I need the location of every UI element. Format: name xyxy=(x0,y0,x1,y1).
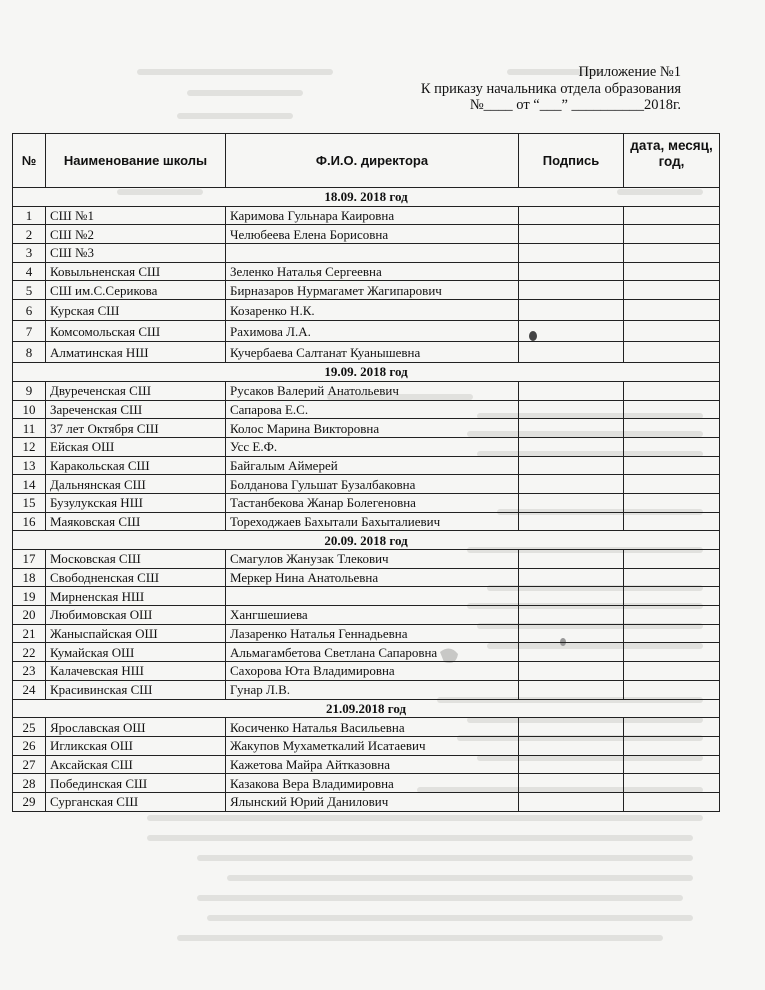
school-name: Каракольская СШ xyxy=(46,456,226,475)
signature-cell xyxy=(519,587,624,606)
school-name: Игликская ОШ xyxy=(46,736,226,755)
school-name: Московская СШ xyxy=(46,550,226,569)
date-cell xyxy=(624,774,720,793)
school-name: Ковыльненская СШ xyxy=(46,262,226,281)
signature-cell xyxy=(519,718,624,737)
school-name: Ейская ОШ xyxy=(46,437,226,456)
row-number: 17 xyxy=(13,550,46,569)
director-name: Усс Е.Ф. xyxy=(226,437,519,456)
date-group-label: 18.09. 2018 год xyxy=(13,188,720,207)
row-number: 19 xyxy=(13,587,46,606)
table-row xyxy=(13,475,720,494)
school-name: СШ №2 xyxy=(46,225,226,244)
school-name: Бузулукская НШ xyxy=(46,493,226,512)
date-cell xyxy=(624,244,720,263)
school-name: Красивинская СШ xyxy=(46,680,226,699)
school-name: 37 лет Октября СШ xyxy=(46,419,226,438)
signature-cell xyxy=(519,225,624,244)
date-cell xyxy=(624,437,720,456)
date-cell xyxy=(624,736,720,755)
school-name: Побединская СШ xyxy=(46,774,226,793)
order-number-date: №____ от “___” __________2018г. xyxy=(469,97,681,113)
row-number: 21 xyxy=(13,624,46,643)
signature-cell xyxy=(519,550,624,569)
row-number: 29 xyxy=(13,792,46,811)
table-row xyxy=(13,792,720,811)
director-name: Кажетова Майра Айтказовна xyxy=(226,755,519,774)
date-cell xyxy=(624,300,720,321)
director-name: Кучербаева Салтанат Куанышевна xyxy=(226,342,519,363)
director-name xyxy=(226,244,519,263)
date-group-label: 19.09. 2018 год xyxy=(13,363,720,382)
row-number: 11 xyxy=(13,419,46,438)
row-number: 13 xyxy=(13,456,46,475)
row-number: 27 xyxy=(13,755,46,774)
column-header-signature: Подпись xyxy=(519,134,624,188)
row-number: 16 xyxy=(13,512,46,531)
date-cell xyxy=(624,281,720,300)
date-cell xyxy=(624,456,720,475)
signature-cell xyxy=(519,206,624,225)
row-number: 10 xyxy=(13,400,46,419)
signature-cell xyxy=(519,512,624,531)
signature-cell xyxy=(519,419,624,438)
director-name: Лазаренко Наталья Геннадьевна xyxy=(226,624,519,643)
signature-cell xyxy=(519,381,624,400)
school-name: Жаныспайская ОШ xyxy=(46,624,226,643)
date-cell xyxy=(624,419,720,438)
school-name: Любимовская ОШ xyxy=(46,606,226,625)
school-name: Маяковская СШ xyxy=(46,512,226,531)
date-cell xyxy=(624,643,720,662)
director-name: Байгалым Аймерей xyxy=(226,456,519,475)
table-row xyxy=(13,381,720,400)
row-number: 18 xyxy=(13,568,46,587)
row-number: 6 xyxy=(13,300,46,321)
director-name: Зеленко Наталья Сергеевна xyxy=(226,262,519,281)
signature-cell xyxy=(519,300,624,321)
row-number: 15 xyxy=(13,493,46,512)
appendix-title: Приложение №1 xyxy=(578,64,681,80)
signature-cell xyxy=(519,244,624,263)
signature-cell xyxy=(519,606,624,625)
row-number: 4 xyxy=(13,262,46,281)
date-cell xyxy=(624,755,720,774)
table-row xyxy=(13,755,720,774)
document-header xyxy=(421,64,681,114)
column-header-school: Наименование школы xyxy=(46,134,226,188)
column-header-number: № xyxy=(13,134,46,188)
date-group-row xyxy=(13,188,720,207)
signature-cell xyxy=(519,568,624,587)
date-cell xyxy=(624,342,720,363)
row-number: 5 xyxy=(13,281,46,300)
school-name: Комсомольская СШ xyxy=(46,321,226,342)
director-name: Тореходжаев Бахытали Бахыталиевич xyxy=(226,512,519,531)
signature-cell xyxy=(519,643,624,662)
date-cell xyxy=(624,662,720,681)
table-row xyxy=(13,736,720,755)
table-row xyxy=(13,568,720,587)
signature-cell xyxy=(519,400,624,419)
signature-cell xyxy=(519,281,624,300)
signature-cell xyxy=(519,792,624,811)
school-name: СШ им.С.Серикова xyxy=(46,281,226,300)
table-row xyxy=(13,680,720,699)
row-number: 1 xyxy=(13,206,46,225)
school-name: Аксайская СШ xyxy=(46,755,226,774)
school-name: Ярославская ОШ xyxy=(46,718,226,737)
signature-cell xyxy=(519,321,624,342)
school-name: Двуреченская СШ xyxy=(46,381,226,400)
row-number: 23 xyxy=(13,662,46,681)
signature-cell xyxy=(519,262,624,281)
table-row xyxy=(13,587,720,606)
director-name: Гунар Л.В. xyxy=(226,680,519,699)
order-reference: К приказу начальника отдела образования xyxy=(420,80,681,97)
school-name: Алматинская НШ xyxy=(46,342,226,363)
table-row xyxy=(13,225,720,244)
signature-cell xyxy=(519,475,624,494)
signature-cell xyxy=(519,736,624,755)
column-header-director: Ф.И.О. директора xyxy=(226,134,519,188)
date-group-row xyxy=(13,531,720,550)
table-row xyxy=(13,774,720,793)
date-cell xyxy=(624,512,720,531)
signature-cell xyxy=(519,624,624,643)
column-header-date: дата, месяц, год, xyxy=(624,134,720,188)
date-cell xyxy=(624,568,720,587)
date-cell xyxy=(624,606,720,625)
table-row xyxy=(13,437,720,456)
table-row xyxy=(13,300,720,321)
table-row xyxy=(13,643,720,662)
table-row xyxy=(13,662,720,681)
director-name: Козаренко Н.К. xyxy=(226,300,519,321)
date-group-label: 20.09. 2018 год xyxy=(13,531,720,550)
row-number: 24 xyxy=(13,680,46,699)
table-row xyxy=(13,262,720,281)
school-name: СШ №1 xyxy=(46,206,226,225)
row-number: 20 xyxy=(13,606,46,625)
row-number: 14 xyxy=(13,475,46,494)
director-name: Сапарова Е.С. xyxy=(226,400,519,419)
school-name: Сурганская СШ xyxy=(46,792,226,811)
director-name: Болданова Гульшат Бузалбаковна xyxy=(226,475,519,494)
row-number: 12 xyxy=(13,437,46,456)
table-row xyxy=(13,419,720,438)
director-name: Меркер Нина Анатольевна xyxy=(226,568,519,587)
date-cell xyxy=(624,475,720,494)
table-row xyxy=(13,624,720,643)
director-name: Челюбеева Елена Борисовна xyxy=(226,225,519,244)
table-row xyxy=(13,550,720,569)
signature-cell xyxy=(519,680,624,699)
date-group-row xyxy=(13,363,720,382)
table-row xyxy=(13,244,720,263)
date-group-row xyxy=(13,699,720,718)
date-cell xyxy=(624,493,720,512)
date-cell xyxy=(624,321,720,342)
signature-cell xyxy=(519,774,624,793)
date-cell xyxy=(624,550,720,569)
school-name: Курская СШ xyxy=(46,300,226,321)
school-name: Зареченская СШ xyxy=(46,400,226,419)
table-row xyxy=(13,400,720,419)
director-name: Русаков Валерий Анатольевич xyxy=(226,381,519,400)
school-name: Калачевская НШ xyxy=(46,662,226,681)
date-cell xyxy=(624,206,720,225)
school-name: Кумайская ОШ xyxy=(46,643,226,662)
row-number: 26 xyxy=(13,736,46,755)
date-cell xyxy=(624,624,720,643)
signature-cell xyxy=(519,493,624,512)
signature-cell xyxy=(519,437,624,456)
date-cell xyxy=(624,262,720,281)
row-number: 3 xyxy=(13,244,46,263)
table-row xyxy=(13,206,720,225)
row-number: 7 xyxy=(13,321,46,342)
table-row xyxy=(13,606,720,625)
director-name: Сахорова Юта Владимировна xyxy=(226,662,519,681)
director-name: Рахимова Л.А. xyxy=(226,321,519,342)
date-cell xyxy=(624,718,720,737)
table-header-row xyxy=(13,134,720,188)
director-name: Ялынский Юрий Данилович xyxy=(226,792,519,811)
date-cell xyxy=(624,225,720,244)
date-cell xyxy=(624,400,720,419)
date-cell xyxy=(624,587,720,606)
table-row xyxy=(13,493,720,512)
director-name xyxy=(226,587,519,606)
row-number: 28 xyxy=(13,774,46,793)
schools-table xyxy=(12,133,720,812)
signature-cell xyxy=(519,456,624,475)
signature-cell xyxy=(519,342,624,363)
signature-cell xyxy=(519,755,624,774)
director-name: Хангшешиева xyxy=(226,606,519,625)
row-number: 8 xyxy=(13,342,46,363)
school-name: Мирненская НШ xyxy=(46,587,226,606)
director-name: Бирназаров Нурмагамет Жагипарович xyxy=(226,281,519,300)
date-group-label: 21.09.2018 год xyxy=(13,699,720,718)
director-name: Колос Марина Викторовна xyxy=(226,419,519,438)
director-name: Тастанбекова Жанар Болегеновна xyxy=(226,493,519,512)
date-cell xyxy=(624,792,720,811)
row-number: 22 xyxy=(13,643,46,662)
school-name: СШ №3 xyxy=(46,244,226,263)
school-name: Дальнянская СШ xyxy=(46,475,226,494)
row-number: 9 xyxy=(13,381,46,400)
row-number: 2 xyxy=(13,225,46,244)
director-name: Смагулов Жанузак Тлекович xyxy=(226,550,519,569)
date-cell xyxy=(624,381,720,400)
director-name: Косиченко Наталья Васильевна xyxy=(226,718,519,737)
table-row xyxy=(13,512,720,531)
director-name: Альмагамбетова Светлана Сапаровна xyxy=(226,643,519,662)
table-row xyxy=(13,718,720,737)
director-name: Жакупов Мухаметкалий Исатаевич xyxy=(226,736,519,755)
school-name: Свободненская СШ xyxy=(46,568,226,587)
table-row xyxy=(13,456,720,475)
date-cell xyxy=(624,680,720,699)
table-row xyxy=(13,342,720,363)
table-row xyxy=(13,281,720,300)
director-name: Каримова Гульнара Каировна xyxy=(226,206,519,225)
director-name: Казакова Вера Владимировна xyxy=(226,774,519,793)
signature-cell xyxy=(519,662,624,681)
table-row xyxy=(13,321,720,342)
row-number: 25 xyxy=(13,718,46,737)
